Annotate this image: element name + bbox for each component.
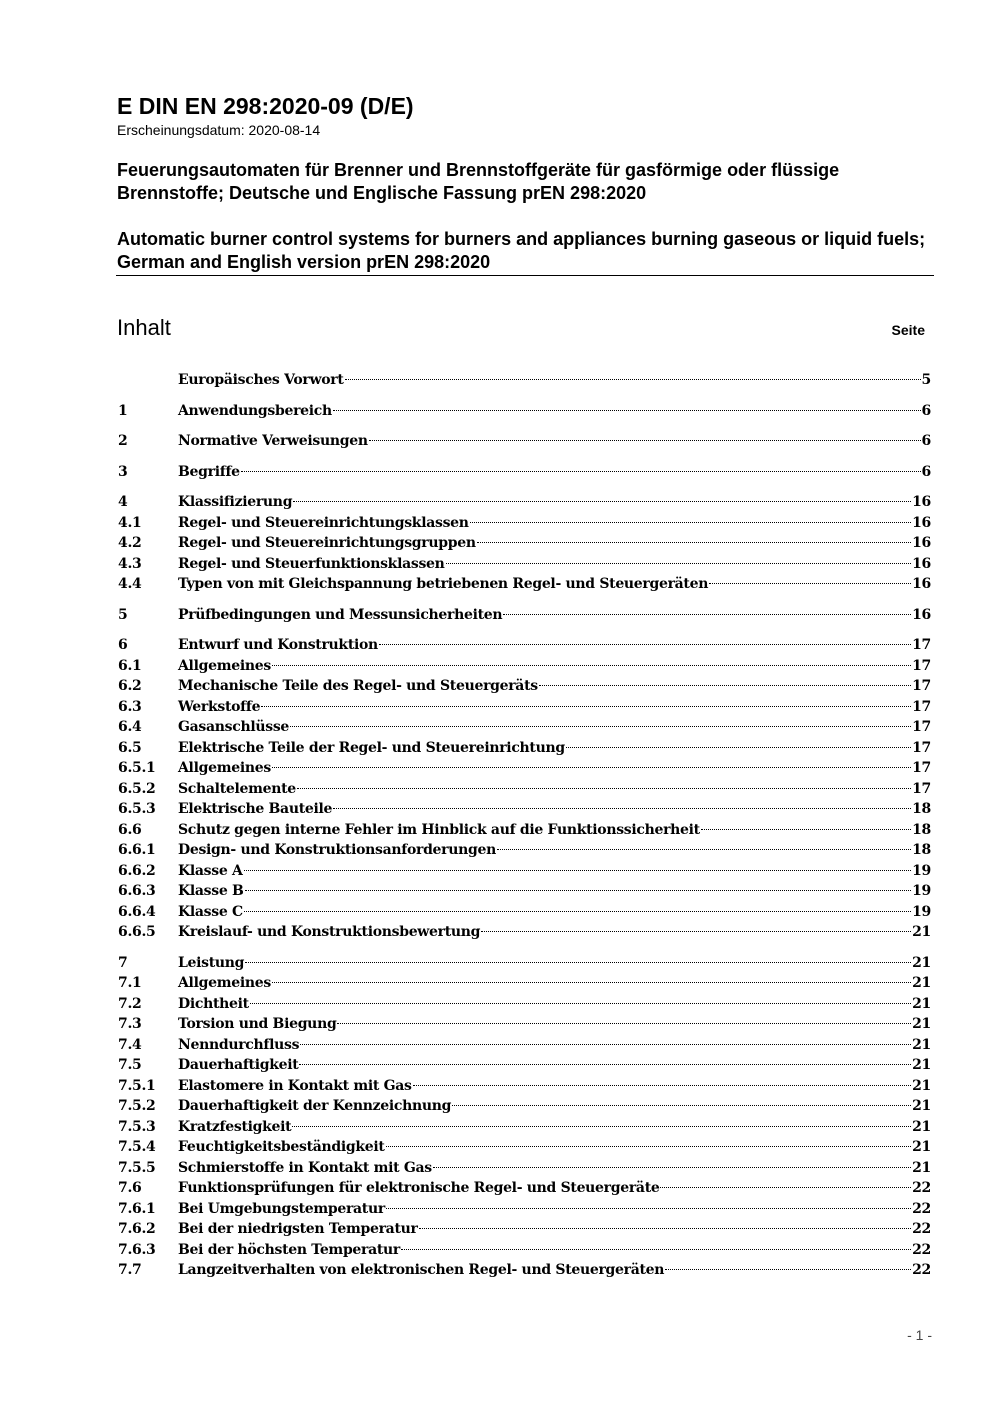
toc-entry[interactable] xyxy=(118,1035,931,1056)
toc-entry-number: 4.3 xyxy=(118,555,142,572)
toc-entry-title: Feuchtigkeitsbeständigkeit xyxy=(178,1139,385,1155)
toc-entry[interactable] xyxy=(118,861,931,882)
toc-dot-leader xyxy=(345,379,921,380)
toc-entry-page: 16 xyxy=(912,576,931,592)
toc-dot-leader xyxy=(333,808,911,809)
toc-dot-leader xyxy=(272,767,911,768)
toc-entry-title: Langzeitverhalten von elektronischen Regel- und Steuergeräten xyxy=(178,1262,665,1278)
toc-entry-title: Bei Umgebungstemperatur xyxy=(178,1200,385,1217)
toc-entry-number: 7.5.5 xyxy=(118,1159,156,1176)
toc-entry-number: 6.2 xyxy=(118,678,142,694)
toc-entry-page: 18 xyxy=(912,821,931,838)
toc-entry-title: Allgemeines xyxy=(178,760,271,776)
toc-dot-leader xyxy=(452,1105,911,1106)
toc-entry-title: Dichtheit xyxy=(178,995,249,1012)
toc-entry-title: Kratzfestigkeit xyxy=(178,1118,292,1135)
toc-dot-leader xyxy=(261,706,911,707)
toc-entry-title: Normative Verweisungen xyxy=(178,433,368,449)
toc-entry[interactable] xyxy=(118,554,931,575)
toc-entry[interactable] xyxy=(118,717,931,738)
toc-entry[interactable] xyxy=(118,922,931,943)
toc-entry-title: Schaltelemente xyxy=(178,780,296,797)
toc-entry-title: Begriffe xyxy=(178,463,240,480)
toc-entry[interactable] xyxy=(118,1096,931,1117)
toc-entry-number: 6.5.1 xyxy=(118,760,156,776)
toc-entry[interactable] xyxy=(118,370,931,391)
toc-page-column-label: Seite xyxy=(891,322,925,338)
toc-entry[interactable] xyxy=(118,1014,931,1035)
toc-entry-number: 7.7 xyxy=(118,1262,142,1278)
toc-entry-page: 21 xyxy=(912,995,931,1012)
toc-entry-number: 6 xyxy=(118,637,128,653)
toc-entry-title: Design- und Konstruktionsanforderungen xyxy=(178,842,496,858)
toc-entry-page: 21 xyxy=(912,1077,931,1094)
toc-entry-page: 21 xyxy=(912,1057,931,1073)
toc-entry-number: 7.5 xyxy=(118,1057,142,1073)
toc-entry[interactable] xyxy=(118,533,931,554)
toc-entry-title: Gasanschlüsse xyxy=(178,719,290,735)
toc-entry-title: Leistung xyxy=(178,954,245,971)
toc-entry-title: Klassifizierung xyxy=(178,494,293,510)
toc-entry-number: 6.1 xyxy=(118,657,142,674)
toc-entry[interactable] xyxy=(118,513,931,534)
toc-entry[interactable] xyxy=(118,697,931,718)
toc-entry-title: Regel- und Steuerfunktionsklassen xyxy=(178,555,445,572)
toc-entry-number: 7.5.1 xyxy=(118,1077,156,1094)
toc-entry-page: 19 xyxy=(912,862,931,879)
toc-entry[interactable] xyxy=(118,1158,931,1179)
toc-entry-title: Dauerhaftigkeit xyxy=(178,1057,299,1073)
toc-entry-title: Bei der niedrigsten Temperatur xyxy=(178,1221,418,1237)
toc-entry-page: 17 xyxy=(912,637,931,653)
toc-entry[interactable] xyxy=(118,1117,931,1138)
toc-entry-page: 17 xyxy=(912,760,931,776)
toc-entry-number: 7.1 xyxy=(118,975,142,991)
toc-entry[interactable] xyxy=(118,758,931,779)
toc-entry-title: Allgemeines xyxy=(178,975,271,991)
toc-entry-page: 21 xyxy=(912,954,931,971)
toc-entry-title: Dauerhaftigkeit der Kennzeichnung xyxy=(178,1098,452,1114)
toc-entry[interactable] xyxy=(118,635,931,656)
toc-entry-title: Typen von mit Gleichspannung betriebenen Regel- und Steuergeräten xyxy=(178,576,709,592)
toc-entry-page: 6 xyxy=(921,433,931,449)
toc-entry-title: Entwurf und Konstruktion xyxy=(178,637,378,653)
toc-entry-title: Anwendungsbereich xyxy=(178,402,332,419)
toc-entry[interactable] xyxy=(118,462,931,483)
table-of-contents xyxy=(118,370,931,1281)
toc-dot-leader xyxy=(709,583,911,584)
toc-entry-number: 5 xyxy=(118,606,128,623)
toc-entry[interactable] xyxy=(118,492,931,513)
toc-entry-number: 6.6.5 xyxy=(118,924,156,940)
toc-entry[interactable] xyxy=(118,738,931,759)
toc-entry-page: 18 xyxy=(912,842,931,858)
toc-dot-leader xyxy=(272,665,911,666)
toc-entry-page: 21 xyxy=(912,1118,931,1135)
toc-entry-page: 22 xyxy=(912,1180,931,1196)
toc-entry-title: Regel- und Steuereinrichtungsklassen xyxy=(178,514,469,531)
toc-dot-leader xyxy=(497,849,911,850)
toc-heading: Inhalt xyxy=(117,315,171,340)
toc-entry[interactable] xyxy=(118,656,931,677)
toc-entry-page: 16 xyxy=(912,535,931,551)
toc-entry-number: 7.3 xyxy=(118,1016,142,1032)
toc-entry[interactable] xyxy=(118,605,931,626)
toc-entry-page: 6 xyxy=(921,402,931,419)
toc-dot-leader xyxy=(293,501,911,502)
toc-entry-number: 7.5.3 xyxy=(118,1118,156,1135)
toc-entry-number: 6.5.2 xyxy=(118,780,156,797)
toc-entry-page: 17 xyxy=(912,780,931,797)
toc-entry[interactable] xyxy=(118,1240,931,1261)
toc-dot-leader xyxy=(433,1167,911,1168)
toc-entry-page: 17 xyxy=(912,678,931,694)
toc-entry-title: Klasse C xyxy=(178,903,243,920)
toc-entry-page: 17 xyxy=(912,719,931,735)
toc-entry-number: 7.4 xyxy=(118,1036,142,1053)
toc-entry[interactable] xyxy=(118,840,931,861)
toc-entry[interactable] xyxy=(118,431,931,452)
toc-entry[interactable] xyxy=(118,676,931,697)
toc-entry-page: 21 xyxy=(912,1098,931,1114)
toc-entry-title: Allgemeines xyxy=(178,657,271,674)
toc-dot-leader xyxy=(401,1249,911,1250)
toc-entry-number: 4 xyxy=(118,494,128,510)
toc-entry-title: Funktionsprüfungen für elektronische Regel- und Steuergeräte xyxy=(178,1180,660,1196)
toc-entry[interactable] xyxy=(118,1137,931,1158)
toc-dot-leader xyxy=(665,1269,911,1270)
toc-dot-leader xyxy=(244,911,911,912)
toc-entry-number: 2 xyxy=(118,433,128,449)
toc-entry[interactable] xyxy=(118,401,931,422)
toc-entry-page: 21 xyxy=(912,1159,931,1176)
toc-entry[interactable] xyxy=(118,953,931,974)
toc-entry-number: 4.1 xyxy=(118,514,142,531)
page-number: - 1 - xyxy=(907,1327,932,1343)
toc-entry-page: 22 xyxy=(912,1262,931,1278)
toc-entry[interactable] xyxy=(118,902,931,923)
toc-dot-leader xyxy=(386,1146,912,1147)
toc-entry[interactable] xyxy=(118,779,931,800)
toc-dot-leader xyxy=(386,1208,911,1209)
toc-entry-number: 6.6.4 xyxy=(118,903,156,920)
toc-entry-number: 6.4 xyxy=(118,719,142,735)
toc-entry-title: Europäisches Vorwort xyxy=(178,372,344,388)
toc-entry[interactable] xyxy=(118,1055,931,1076)
toc-dot-leader xyxy=(503,614,911,615)
toc-entry[interactable] xyxy=(118,1076,931,1097)
toc-dot-leader xyxy=(419,1228,912,1229)
toc-entry-number: 4.2 xyxy=(118,535,142,551)
title-divider xyxy=(116,275,934,276)
toc-dot-leader xyxy=(477,542,911,543)
toc-entry[interactable] xyxy=(118,1219,931,1240)
toc-entry-page: 17 xyxy=(912,698,931,715)
toc-entry-title: Elektrische Teile der Regel- und Steuereinrichtung xyxy=(178,739,565,756)
toc-entry-number: 7 xyxy=(118,954,128,971)
toc-entry-title: Prüfbedingungen und Messunsicherheiten xyxy=(178,606,503,623)
toc-entry-page: 21 xyxy=(912,1016,931,1032)
toc-entry-number: 4.4 xyxy=(118,576,142,592)
toc-dot-leader xyxy=(566,747,911,748)
toc-entry-title: Schmierstoffe in Kontakt mit Gas xyxy=(178,1159,432,1176)
toc-entry-title: Mechanische Teile des Regel- und Steuergeräts xyxy=(178,678,538,694)
toc-entry-number: 7.6.2 xyxy=(118,1221,156,1237)
toc-entry-title: Regel- und Steuereinrichtungsgruppen xyxy=(178,535,476,551)
toc-entry-page: 22 xyxy=(912,1241,931,1258)
toc-entry-page: 22 xyxy=(912,1200,931,1217)
toc-dot-leader xyxy=(292,1126,911,1127)
toc-dot-leader xyxy=(660,1187,911,1188)
toc-entry-title: Werkstoffe xyxy=(178,698,261,715)
toc-dot-leader xyxy=(300,1044,911,1045)
toc-entry-number: 6.6 xyxy=(118,821,142,838)
toc-entry-page: 16 xyxy=(912,555,931,572)
toc-dot-leader xyxy=(701,829,911,830)
toc-entry-number: 6.6.1 xyxy=(118,842,156,858)
toc-entry-title: Elastomere in Kontakt mit Gas xyxy=(178,1077,412,1094)
toc-dot-leader xyxy=(272,982,911,983)
toc-entry-page: 21 xyxy=(912,924,931,940)
toc-entry-page: 16 xyxy=(912,514,931,531)
toc-dot-leader xyxy=(290,726,911,727)
toc-entry[interactable] xyxy=(118,820,931,841)
toc-entry[interactable] xyxy=(118,994,931,1015)
document-id: E DIN EN 298:2020-09 (D/E) xyxy=(117,93,414,119)
toc-entry[interactable] xyxy=(118,799,931,820)
toc-entry-number: 1 xyxy=(118,402,128,419)
toc-entry-number: 7.6 xyxy=(118,1180,142,1196)
toc-entry[interactable] xyxy=(118,881,931,902)
title-english: Automatic burner control systems for burners and appliances burning gaseous or liquid fuels; German and English version prEN 298:2020 xyxy=(117,229,926,272)
toc-entry-title: Bei der höchsten Temperatur xyxy=(178,1241,401,1258)
toc-dot-leader xyxy=(244,870,912,871)
toc-entry-page: 16 xyxy=(912,606,931,623)
toc-entry-title: Torsion und Biegung xyxy=(178,1016,337,1032)
toc-dot-leader xyxy=(446,563,912,564)
toc-entry-number: 7.6.1 xyxy=(118,1200,156,1217)
toc-entry-page: 17 xyxy=(912,739,931,756)
toc-dot-leader xyxy=(379,644,911,645)
toc-dot-leader xyxy=(333,410,921,411)
title-german: Feuerungsautomaten für Brenner und Brennstoffgeräte für gasförmige oder flüssige Brennstoffe; Deutsche und Englische Fassung prEN 298:2020 xyxy=(117,160,840,203)
toc-dot-leader xyxy=(413,1085,911,1086)
publication-date: Erscheinungsdatum: 2020-08-14 xyxy=(117,122,321,138)
toc-dot-leader xyxy=(297,788,911,789)
toc-entry-number: 7.2 xyxy=(118,995,142,1012)
toc-entry-page: 21 xyxy=(912,1139,931,1155)
toc-dot-leader xyxy=(245,890,912,891)
toc-entry-page: 5 xyxy=(921,372,931,388)
toc-dot-leader xyxy=(369,440,921,441)
toc-entry[interactable] xyxy=(118,1199,931,1220)
toc-entry[interactable] xyxy=(118,973,931,994)
toc-entry-number: 7.5.2 xyxy=(118,1098,156,1114)
toc-entry-title: Klasse A xyxy=(178,862,243,879)
toc-entry-number: 6.5 xyxy=(118,739,142,756)
toc-entry-number: 6.3 xyxy=(118,698,142,715)
toc-dot-leader xyxy=(241,471,921,472)
toc-entry-page: 19 xyxy=(912,883,931,899)
toc-entry[interactable] xyxy=(118,574,931,595)
toc-dot-leader xyxy=(470,522,911,523)
toc-dot-leader xyxy=(481,931,911,932)
toc-entry-number: 7.5.4 xyxy=(118,1139,156,1155)
toc-dot-leader xyxy=(250,1003,911,1004)
toc-entry-title: Schutz gegen interne Fehler im Hinblick auf die Funktionssicherheit xyxy=(178,821,700,838)
toc-dot-leader xyxy=(337,1023,911,1024)
toc-entry-number: 3 xyxy=(118,463,128,480)
toc-entry-number: 6.5.3 xyxy=(118,801,156,817)
toc-entry-page: 17 xyxy=(912,657,931,674)
toc-dot-leader xyxy=(539,685,911,686)
toc-entry-title: Nenndurchfluss xyxy=(178,1036,300,1053)
toc-entry-number: 6.6.2 xyxy=(118,862,156,879)
toc-entry-number: 6.6.3 xyxy=(118,883,156,899)
toc-dot-leader xyxy=(245,962,911,963)
toc-entry-page: 18 xyxy=(912,801,931,817)
toc-entry-number: 7.6.3 xyxy=(118,1241,156,1258)
toc-entry-page: 21 xyxy=(912,975,931,991)
toc-entry-page: 16 xyxy=(912,494,931,510)
toc-entry-title: Kreislauf- und Konstruktionsbewertung xyxy=(178,924,481,940)
toc-dot-leader xyxy=(299,1064,911,1065)
toc-entry-page: 6 xyxy=(921,463,931,480)
toc-entry-page: 19 xyxy=(912,903,931,920)
toc-entry-page: 21 xyxy=(912,1036,931,1053)
toc-entry[interactable] xyxy=(118,1178,931,1199)
toc-entry-title: Elektrische Bauteile xyxy=(178,801,333,817)
toc-entry-title: Klasse B xyxy=(178,883,244,899)
toc-entry-page: 22 xyxy=(912,1221,931,1237)
toc-entry[interactable] xyxy=(118,1260,931,1281)
